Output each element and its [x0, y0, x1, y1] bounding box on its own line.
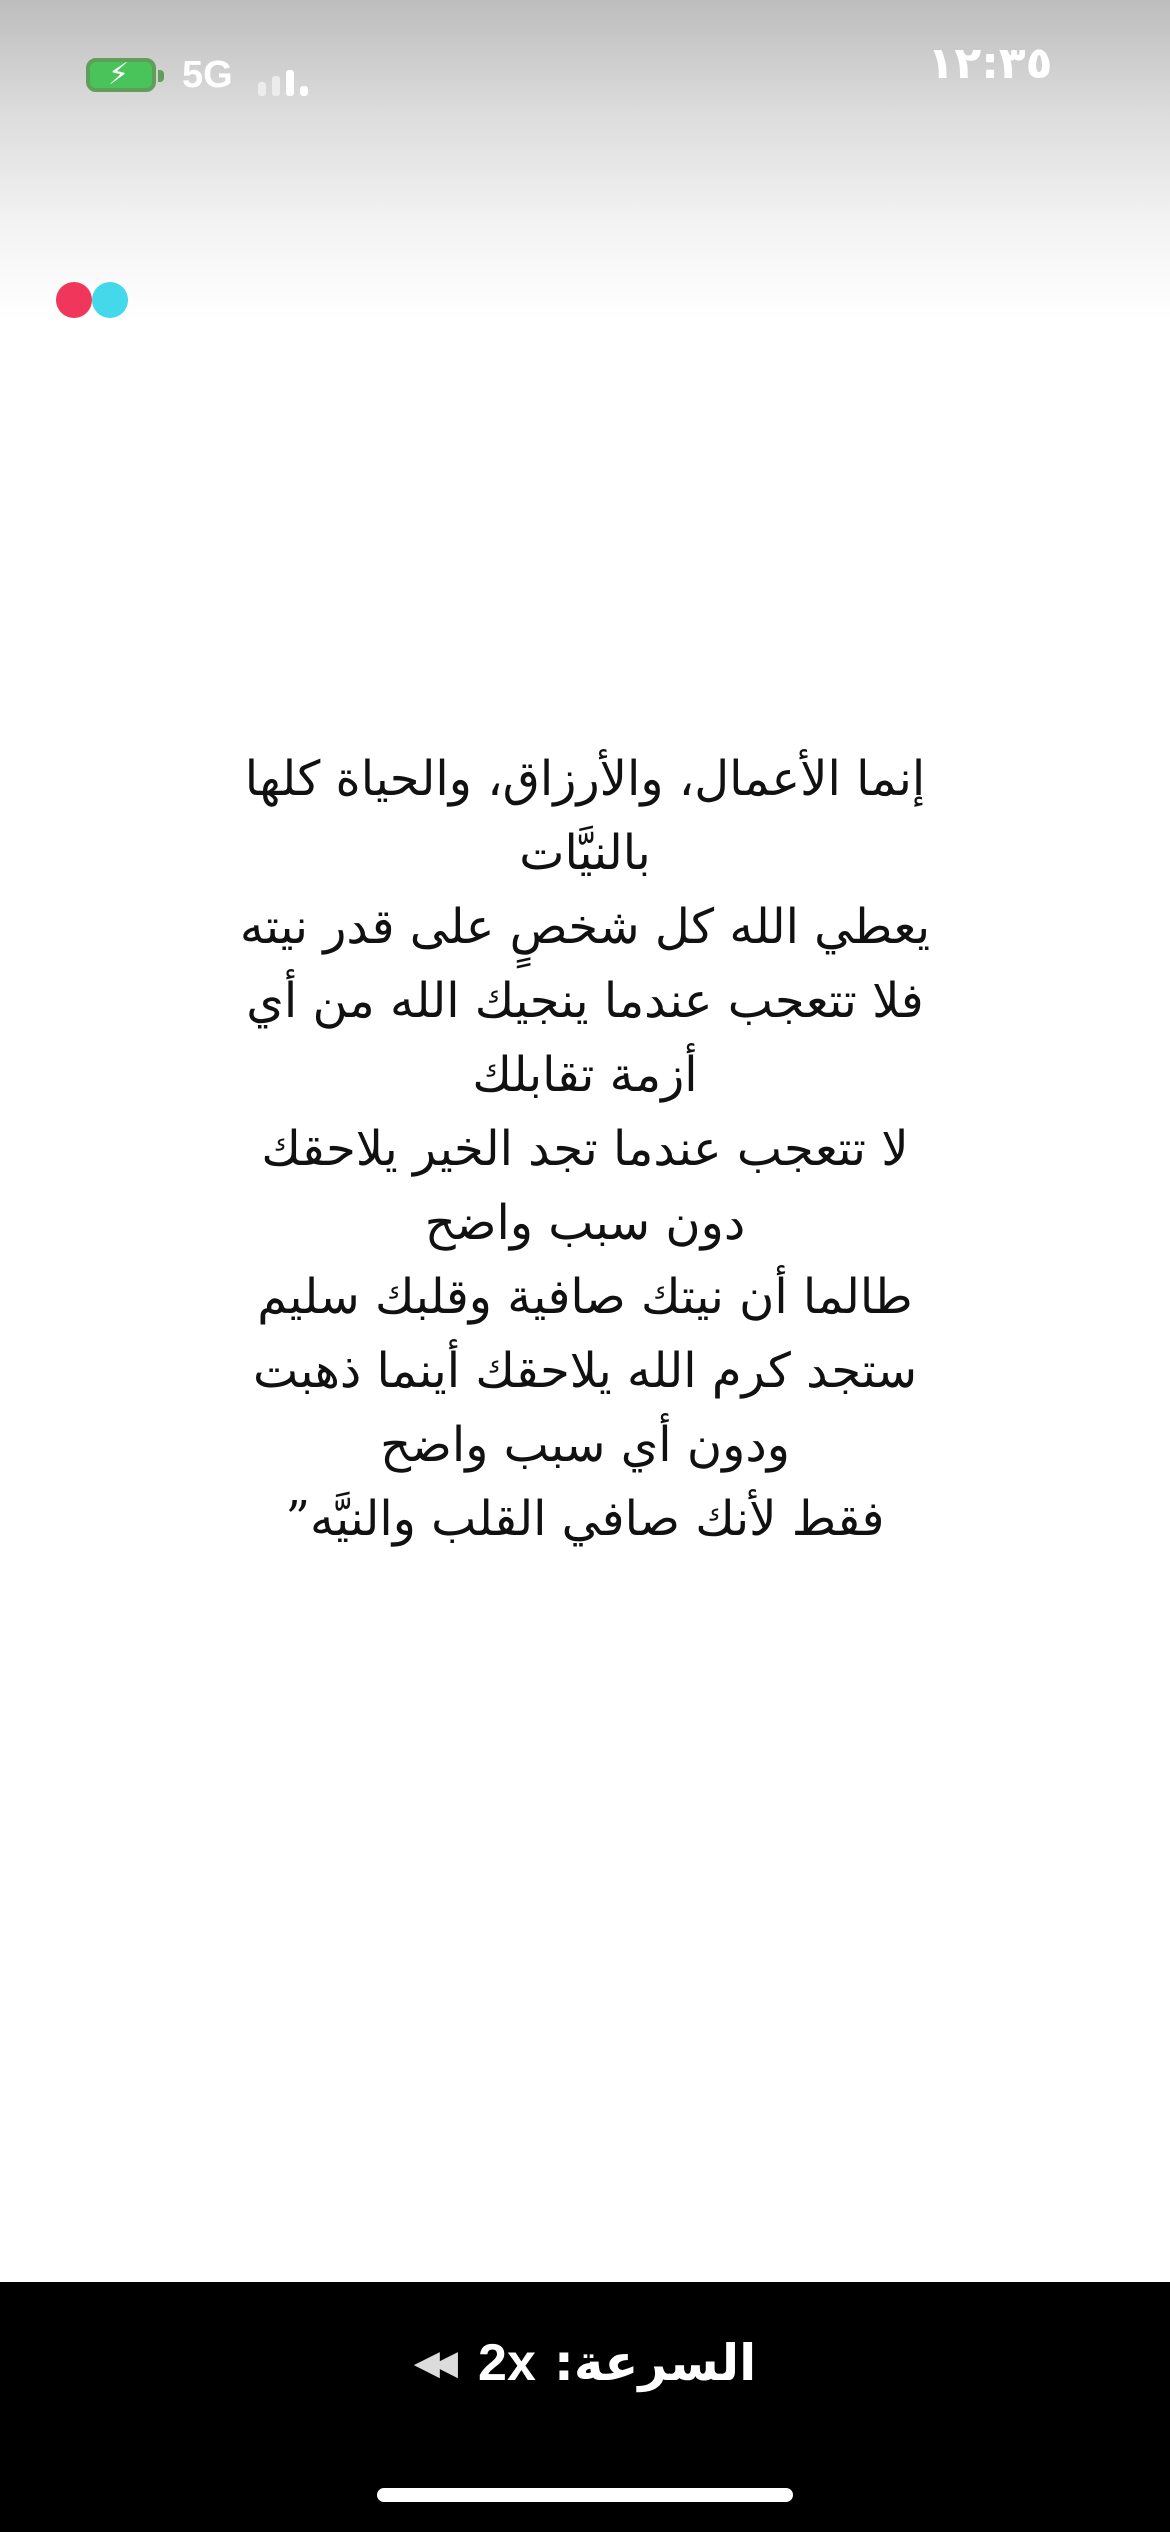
- quote-text: [190, 742, 980, 1556]
- logo-cyan-dot: [92, 282, 128, 318]
- app-logo-dots-icon: [56, 282, 128, 318]
- text-line: دون سبب واضح: [424, 1195, 746, 1251]
- rewind-icon[interactable]: ◀◀: [413, 2343, 451, 2383]
- text-line: بالنيَّات: [519, 825, 651, 881]
- text-line: فقط لأنك صافي القلب والنيَّه”: [285, 1491, 885, 1547]
- text-line: أزمة تقابلك: [472, 1047, 698, 1103]
- speed-label: السرعة:: [553, 2334, 757, 2392]
- playback-speed-control[interactable]: [0, 2322, 1170, 2398]
- status-bar: [0, 0, 1170, 150]
- text-line: يعطي الله كل شخصٍ على قدر نيته: [239, 899, 931, 955]
- text-line: إنما الأعمال، والأرزاق، والحياة كلها: [244, 751, 926, 807]
- text-line: لا تتعجب عندما تجد الخير يلاحقك: [261, 1121, 909, 1177]
- text-line: طالما أن نيتك صافية وقلبك سليم: [257, 1269, 913, 1325]
- bolt-icon: ⚡: [108, 57, 130, 92]
- text-line: ودون أي سبب واضح: [380, 1417, 790, 1473]
- home-indicator[interactable]: [377, 2488, 793, 2502]
- text-line: فلا تتعجب عندما ينجيك الله من أي: [246, 973, 924, 1029]
- network-type: 5G: [182, 54, 233, 96]
- speed-value: 2x: [478, 2334, 536, 2392]
- signal-bars-icon: [258, 62, 318, 96]
- text-line: ستجد كرم الله يلاحقك أينما ذهبت: [252, 1343, 918, 1399]
- logo-red-dot: [56, 282, 92, 318]
- battery-charging-icon: [86, 58, 156, 92]
- clock-time: ١٢:٣٥: [927, 38, 1053, 89]
